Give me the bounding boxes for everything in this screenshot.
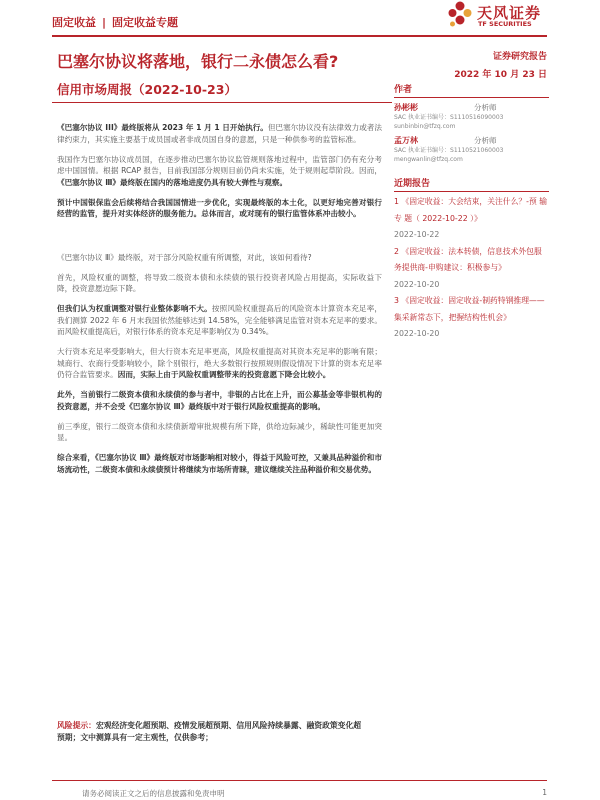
subcategory-label: 固定收益专题 xyxy=(112,16,179,29)
logo-text-en: TF SECURITIES xyxy=(478,20,532,28)
recent-report-item[interactable] xyxy=(394,293,549,343)
summary-body xyxy=(57,122,382,484)
disclaimer-footer: 请务必阅读正文之后的信息披露和免责申明 xyxy=(82,789,225,798)
logo-mark-icon xyxy=(447,0,473,28)
author-name: 孙彬彬 xyxy=(394,103,418,112)
author-license: SAC 执业证书编号：S1110516090003 xyxy=(394,114,504,121)
summary-paragraph: 但我们认为权重调整对银行业整体影响不大。按照风险权重提高后的风险资本计算资本充足率，我们测算 2022 年 6 月末我国依然能够达到 14.58%，完全能够满足监管对资本充足率的要求。而风险权重提高后，对银行体系的资本充足率影响仅为 0.34%。 xyxy=(57,304,383,336)
subtitle-rule xyxy=(52,102,392,103)
breadcrumb-separator: | xyxy=(102,16,107,29)
summary-paragraph: 我国作为巴塞尔协议成员国，在逐步推动巴塞尔协议监管规则落地过程中，监管部门仍有充分考虑中国国情。根据 RCAP 报告，目前我国部分规则目前仍尚未实施，处于规则起草阶段。因而，《巴塞尔协议 Ⅲ》最终版在国内的落地进度仍具有较大弹性与观察。 xyxy=(57,154,382,187)
summary-paragraph: 此外，当前银行二级资本债和永续债的参与者中，非银的占比在上升，而公募基金等非银机构的投资意愿，并不会受《巴塞尔协议 Ⅲ》最终版中对于银行风险权重提高的影响。 xyxy=(57,390,382,411)
summary-paragraph: 综合来看，《巴塞尔协议 Ⅲ》最终版对市场影响相对较小，得益于风险可控，又兼具品种溢价和市场流动性，二级资本债和永续债预计将继续为市场所青睐，建议继续关注品种溢价和交易优势。 xyxy=(57,453,382,474)
category-label: 固定收益 xyxy=(52,16,96,29)
author-name: 孟万林 xyxy=(394,136,418,145)
summary-paragraph: 前三季度，银行二级资本债和永续债新增审批规模有所下降，供给边际减少，稀缺性可能更加突显。 xyxy=(57,421,382,442)
authors-panel xyxy=(394,82,549,164)
report-type: 证券研究报告 xyxy=(492,52,547,62)
recent-heading: 近期报告 xyxy=(394,176,549,192)
summary-paragraph: 预计中国银保监会后续将结合我国国情进一步优化，实现最终版的本土化，以更好地完善对银行经营的监管，提升对实体经济的服务能力。总体而言，或对现有的银行监管体系冲击较小。 xyxy=(57,197,382,218)
author-role: 分析师 xyxy=(474,103,497,112)
author-license: SAC 执业证书编号：S1110521060003 xyxy=(394,147,504,154)
summary-paragraph: 大行资本充足率受影响大，但大行资本充足率更高，风险权重提高对其资本充足率的影响有限；城商行、农商行受影响较小，除个别银行，绝大多数银行按照规则假设情况下计算的资本充足率仍符合监管要求。因而，实际上由于风险权重调整带来的投资意愿下降会比较小。 xyxy=(57,347,382,379)
author-entry xyxy=(394,135,549,164)
recent-report-title[interactable]: 1 《固定收益：大会结束，关注什么？-预 输 专 题（ 2022-10-22 ）》 xyxy=(394,197,548,223)
summary-paragraph: 《巴塞尔协议 Ⅲ》最终版，对于部分风险权重有所调整，对此，该如何看待? xyxy=(57,252,312,262)
risk-label: 风险提示： xyxy=(57,721,96,730)
author-entry xyxy=(394,102,549,131)
report-date: 2022 年 10 月 23 日 xyxy=(454,70,547,80)
risk-text: 宏观经济变化超预期、疫情发展超预期、信用风险持续暴露、融资政策变化超预期；文中测算具有一定主观性，仅供参考； xyxy=(57,721,362,742)
recent-report-item[interactable] xyxy=(394,244,549,294)
recent-report-title[interactable]: 2 《固定收益：法本转债，信息技术外包服务提供商-申购建议：积极参与》 xyxy=(394,246,542,272)
breadcrumb xyxy=(52,14,382,30)
page-title: 巴塞尔协议将落地，银行二永债怎么看? xyxy=(57,52,339,71)
authors-heading: 作者 xyxy=(394,82,549,98)
recent-report-date: 2022-10-20 xyxy=(394,279,440,289)
recent-report-title[interactable]: 3 《固定收益：固定收益-制药特钢推理——集采新常态下，把握结构性机会》 xyxy=(394,296,545,322)
risk-warning xyxy=(57,720,367,744)
page-number: 1 xyxy=(542,788,547,797)
summary-paragraph: 《巴塞尔协议 III》最终版将从 2023 年 1 月 1 日开始执行。但巴塞尔协议没有法律效力或者法律约束力，其实施主要基于成员国或者非成员国自身的意愿，只是一种供参考的监管标准。 xyxy=(57,123,383,144)
logo-text: 天风证券 xyxy=(477,4,542,22)
recent-report-date: 2022-10-20 xyxy=(394,329,440,338)
page-subtitle: 信用市场周报（2022-10-23） xyxy=(57,82,237,97)
recent-reports-panel xyxy=(394,176,549,343)
author-email[interactable]: sunbinbin@tfzq.com xyxy=(394,123,456,130)
footer-rule xyxy=(52,780,547,781)
author-email[interactable]: mengwanlin@tfzq.com xyxy=(394,156,463,163)
author-role: 分析师 xyxy=(474,136,497,145)
header-rule xyxy=(52,35,547,37)
recent-report-date: 2022-10-22 xyxy=(394,230,440,239)
summary-paragraph: 首先，风险权重的调整，将导致二级资本债和永续债的银行投资者风险占用提高，实际收益下降，投资意愿边际下降。 xyxy=(57,272,382,293)
company-logo xyxy=(447,0,557,30)
recent-report-item[interactable] xyxy=(394,194,549,244)
